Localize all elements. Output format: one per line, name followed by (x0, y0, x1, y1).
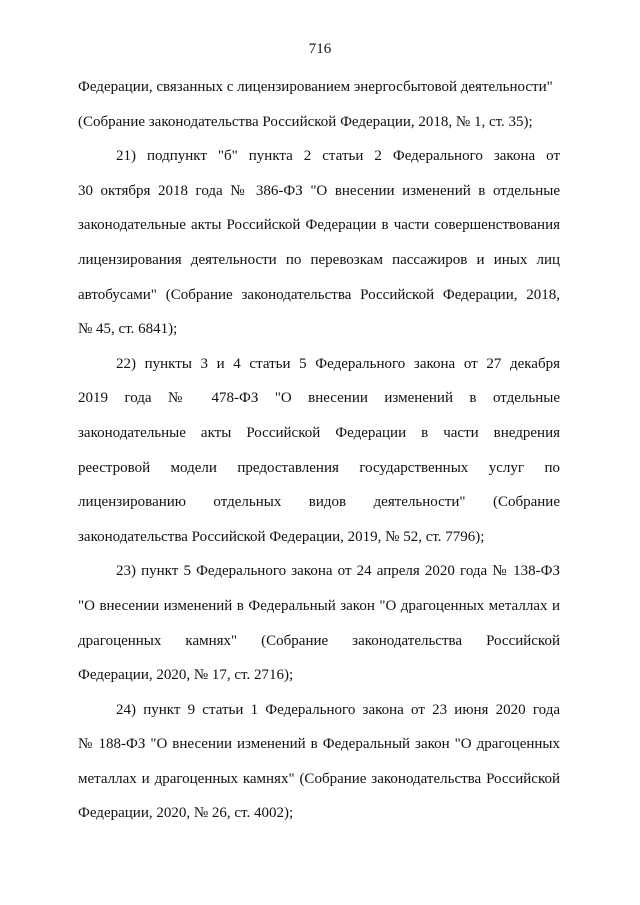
text-line: лицензирования деятельности по перевозкам пассажиров и иных лиц (78, 251, 560, 268)
text-line: законодательные акты Российской Федерации в части совершенствования (78, 217, 560, 234)
document-body (78, 70, 560, 831)
text-line: реестровой модели предоставления государственных услуг по (78, 459, 560, 476)
text-line: 21) подпункт "б" пункта 2 статьи 2 Федерального закона от (116, 148, 560, 165)
text-line: 22) пункты 3 и 4 статьи 5 Федерального закона от 27 декабря (116, 355, 560, 372)
text-line: законодательства Российской Федерации, 2019, № 52, ст. 7796); (78, 528, 485, 545)
page-number: 716 (308, 41, 332, 57)
text-line: 24) пункт 9 статьи 1 Федерального закона от 23 июня 2020 года (116, 701, 560, 718)
text-line: Федерации, 2020, № 17, ст. 2716); (78, 667, 294, 684)
text-line: Федерации, 2020, № 26, ст. 4002); (78, 805, 294, 822)
text-line: автобусами" (Собрание законодательства Российской Федерации, 2018, (78, 286, 560, 303)
text-line: 23) пункт 5 Федерального закона от 24 апреля 2020 года № 138-ФЗ (116, 563, 560, 580)
text-line: драгоценных камнях" (Собрание законодательства Российской (78, 632, 560, 649)
text-line: 30 октября 2018 года № 386-ФЗ "О внесении изменений в отдельные (78, 182, 560, 199)
text-line: (Собрание законодательства Российской Федерации, 2018, № 1, ст. 35); (78, 113, 533, 130)
text-line: 2019 года № 478-ФЗ "О внесении изменений в отдельные (78, 390, 560, 407)
text-line: "О внесении изменений в Федеральный закон "О драгоценных металлах и (78, 597, 560, 614)
text-line: № 45, ст. 6841); (78, 321, 178, 338)
text-line: металлах и драгоценных камнях" (Собрание законодательства Российской (78, 770, 560, 787)
text-line: лицензированию отдельных видов деятельности" (Собрание (78, 494, 560, 511)
text-line: Федерации, связанных с лицензированием энергосбытовой деятельности" (78, 79, 553, 95)
text-line: № 188-ФЗ "О внесении изменений в Федеральный закон "О драгоценных (78, 736, 560, 753)
text-line: законодательные акты Российской Федерации в части внедрения (78, 424, 560, 441)
